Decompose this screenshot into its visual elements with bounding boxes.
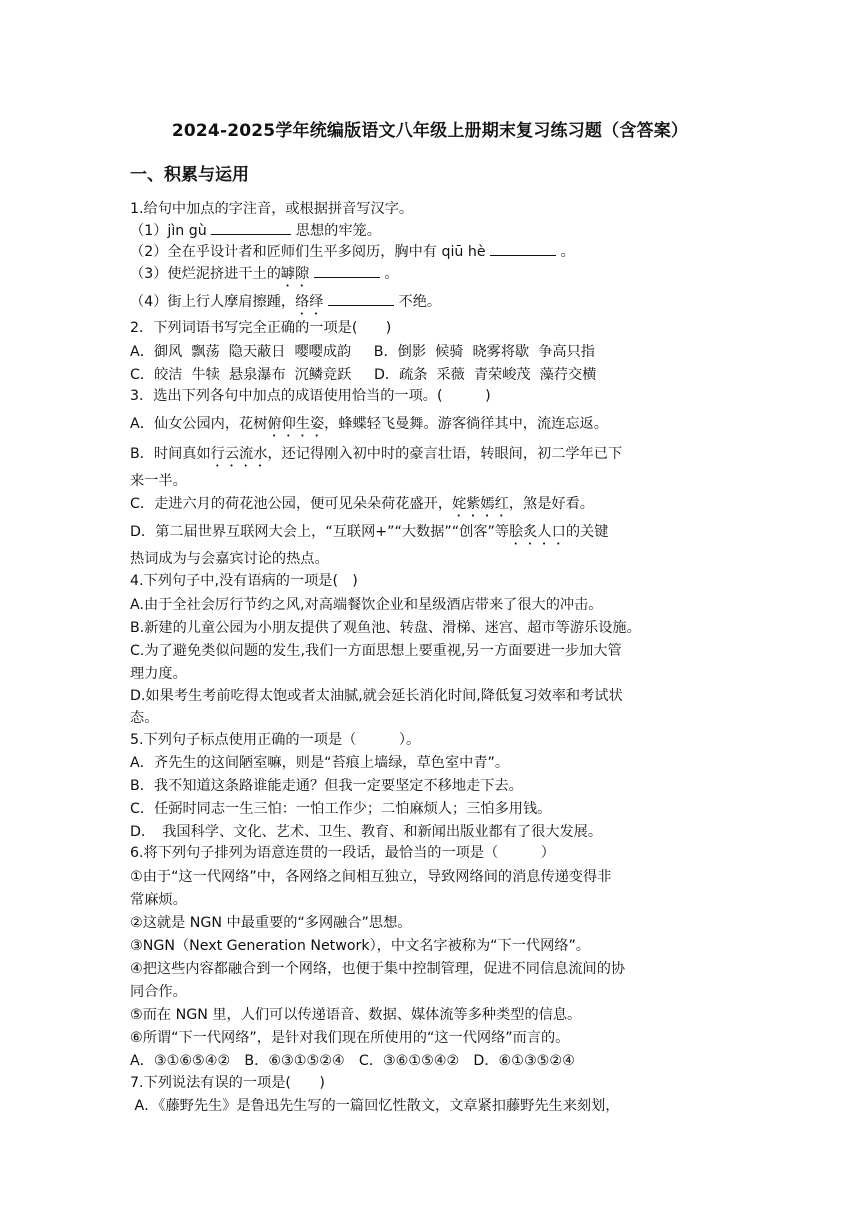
q3-option-d-cont: 热词成为与会嘉宾讨论的热点。 bbox=[130, 551, 329, 567]
q6-sentence-4: ④把这些内容都融合到一个网络，也便于集中控制管理，促进不同信息流间的协 bbox=[130, 961, 626, 977]
q3-option-c-tail: ，煞是好看。 bbox=[508, 496, 594, 512]
q3-option-d-tail: 的关键 bbox=[565, 524, 609, 540]
q4-option-d-cont: 态。 bbox=[130, 710, 159, 726]
section-heading: 一、积累与运用 bbox=[130, 165, 249, 185]
q3-option-d bbox=[130, 522, 608, 548]
answer-blank[interactable] bbox=[314, 263, 380, 278]
q1-item-2 bbox=[130, 241, 575, 262]
q3-option-b-cont: 来一半。 bbox=[130, 473, 187, 489]
q1-stem: 1.给句中加点的字注音，或根据拼音写汉字。 bbox=[130, 201, 414, 217]
dotted-idiom: 姹紫嫣红 bbox=[452, 496, 509, 512]
q3-option-c-text: C．走进六月的荷花池公园，便可见朵朵荷花盛开， bbox=[130, 496, 453, 512]
q2-options-row-2: C．皎洁 牛犊 悬泉瀑布 沉鳞竞跃 D．疏条 采薇 青荣峻茂 藻荇交横 bbox=[130, 367, 597, 383]
q5-option-b: B．我不知道这条路谁能走通？但我一定要坚定不移地走下去。 bbox=[130, 778, 523, 794]
q1-item-2-tail: 。 bbox=[556, 244, 575, 260]
q6-sentence-1: ①由于“这一代网络”中，各网络之间相互独立，导致网络间的消息传递变得非 bbox=[130, 869, 612, 885]
q5-option-a: A．齐先生的这间陋室嘛，则是“苔痕上墙绿，草色室中青”。 bbox=[130, 755, 510, 771]
q1-item-1 bbox=[130, 220, 381, 241]
q4-option-d: D.如果考生考前吃得太饱或者太油腻,就会延长消化时间,降低复习效率和考试状 bbox=[130, 688, 623, 704]
q1-item-2-text: （2）全在乎设计者和匠师们生平多阅历，胸中有 qiū hè bbox=[130, 244, 491, 260]
page-title: 2024-2025学年统编版语文八年级上册期末复习练习题（含答案） bbox=[171, 121, 689, 141]
dotted-word: 罅隙 bbox=[280, 266, 310, 282]
q3-option-a-text: A．仙女公园内，花树 bbox=[130, 416, 268, 432]
q2-stem: 2．下列词语书写完全正确的一项是( ) bbox=[130, 320, 392, 336]
q3-option-a-tail: ，蜂蝶轻飞曼舞。游客徜徉其中，流连忘返。 bbox=[324, 416, 608, 432]
q1-item-1-text: （1）jìn gù bbox=[130, 223, 212, 239]
q6-stem: 6.将下列句子排列为语意连贯的一段话，最恰当的一项是（ ） bbox=[130, 845, 555, 861]
answer-blank[interactable] bbox=[490, 241, 556, 256]
q7-stem: 7.下列说法有误的一项是( ) bbox=[130, 1075, 325, 1091]
q5-option-d: D． 我国科学、文化、艺术、卫生、教育、和新闻出版业都有了很大发展。 bbox=[130, 824, 603, 840]
q6-sentence-5: ⑤而在 NGN 里，人们可以传递语音、数据、媒体流等多种类型的信息。 bbox=[130, 1007, 582, 1023]
q1-item-1-tail: 思想的牢笼。 bbox=[291, 223, 381, 239]
dotted-idiom: 行云流水 bbox=[210, 446, 268, 462]
q4-option-c: C.为了避免类似问题的发生,我们一方面思想上要重视,另一方面要进一步加大管 bbox=[130, 643, 622, 659]
q3-option-b-text: B．时间真如 bbox=[130, 446, 211, 462]
q3-option-b-tail: ，还记得刚入初中时的豪言壮语，转眼间，初二学年已下 bbox=[267, 446, 623, 462]
q1-item-4-tail: 不绝。 bbox=[394, 294, 442, 310]
q3-option-b bbox=[130, 444, 622, 470]
q6-sentence-2: ②这就是 NGN 中最重要的“多网融合”思想。 bbox=[130, 915, 412, 931]
q6-sentence-1-cont: 常麻烦。 bbox=[130, 892, 187, 908]
q5-option-c: C．任弼时同志一生三怕：一怕工作少；二怕麻烦人；三怕多用钱。 bbox=[130, 801, 552, 817]
q1-item-4-text: （4）街上行人摩肩擦踵， bbox=[130, 294, 296, 310]
q6-sentence-4-cont: 同合作。 bbox=[130, 984, 187, 1000]
q2-options-row-1: A．御风 飘荡 隐天蔽日 嘤嘤成韵 B．倒影 候骑 晓雾将歇 争高只指 bbox=[130, 344, 595, 360]
dotted-word: 络绎 bbox=[295, 294, 324, 310]
q1-item-4 bbox=[130, 291, 441, 318]
q4-option-a: A.由于全社会厉行节约之风,对高端餐饮企业和星级酒店带来了很大的冲击。 bbox=[130, 597, 603, 613]
q1-item-3 bbox=[130, 263, 399, 290]
q5-stem: 5.下列句子标点使用正确的一项是（ ）。 bbox=[130, 732, 421, 748]
q4-option-b: B.新建的儿童公园为小朋友提供了观鱼池、转盘、滑梯、迷宫、超市等游乐设施。 bbox=[130, 620, 641, 636]
dotted-idiom: 俯仰生姿 bbox=[267, 416, 325, 432]
q4-stem: 4.下列句子中,没有语病的一项是( ) bbox=[130, 573, 358, 589]
q3-option-a bbox=[130, 414, 608, 440]
q6-sentence-3: ③NGN（Next Generation Network），中文名字被称为“下一代网络”。 bbox=[130, 938, 590, 954]
q6-options: A．③①⑥⑤④② B．⑥③①⑤②④ C．③⑥①⑤④② D．⑥①③⑤②④ bbox=[130, 1053, 575, 1069]
q1-item-3-text: （3）使烂泥挤进干土的 bbox=[130, 266, 281, 282]
q3-option-c bbox=[130, 494, 594, 520]
q3-stem: 3．选出下列各句中加点的成语使用恰当的一项。( ) bbox=[130, 388, 491, 404]
q1-item-3-tail: 。 bbox=[379, 266, 399, 282]
answer-blank[interactable] bbox=[328, 291, 394, 306]
answer-blank[interactable] bbox=[211, 220, 291, 235]
q3-option-d-text: D．第二届世界互联网大会上，“互联网+”“大数据”“创客”等 bbox=[130, 524, 510, 540]
q4-option-c-cont: 理力度。 bbox=[130, 666, 187, 682]
dotted-idiom: 脍炙人口 bbox=[509, 524, 566, 540]
q7-option-a: A．《藤野先生》是鲁迅先生写的一篇回忆性散文，文章紧扣藤野先生来刻划， bbox=[130, 1098, 620, 1114]
q6-sentence-6: ⑥所谓“下一代网络”，是针对我们现在所使用的“这一代网络”而言的。 bbox=[130, 1030, 570, 1046]
